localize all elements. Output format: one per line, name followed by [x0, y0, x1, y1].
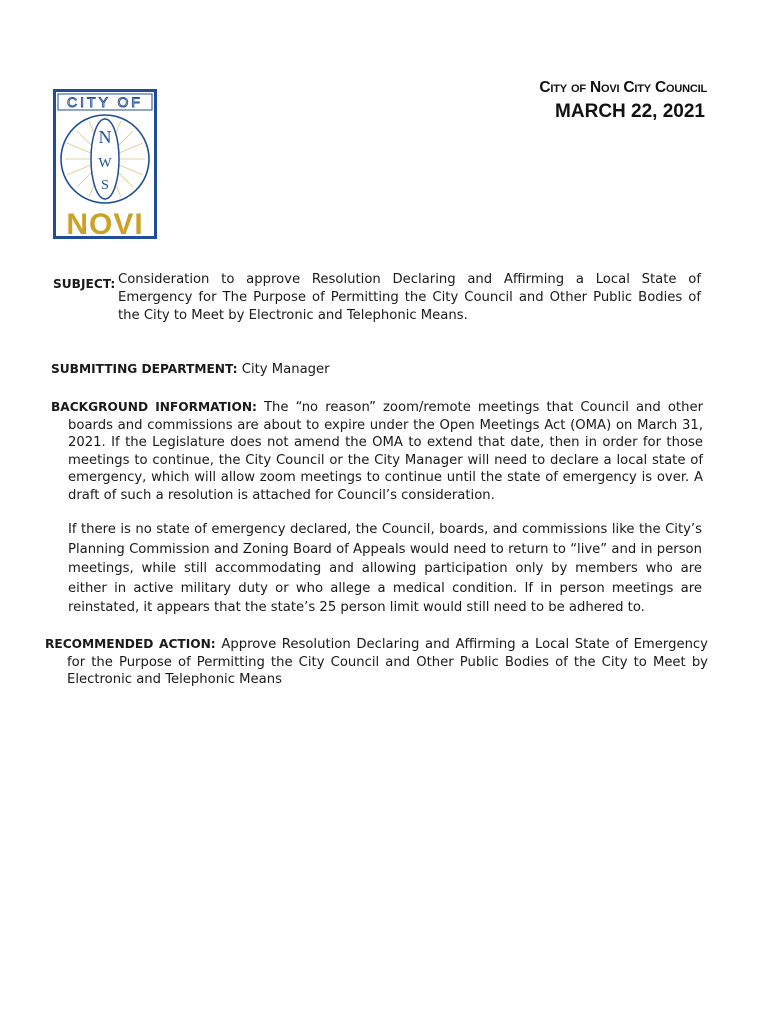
background-information: [51, 399, 703, 504]
subject-label: SUBJECT:: [53, 277, 116, 291]
background-paragraph-2: If there is no state of emergency declared, the Council, boards, and commissions like the City’s Planning Commission and Zoning Board of Appeals would need to return to “live” and in person meetings, while still accommodating and allowing participation only by members who are either in active military duty or who allege a medical condition. If in person meetings are reinstated, it appears that the state’s 25 person limit would still need to be adhered to.: [68, 522, 702, 615]
council-title: City of Novi City Council: [539, 79, 707, 96]
department-value: City Manager: [241, 362, 330, 377]
meeting-date: MARCH 22, 2021: [555, 101, 705, 122]
compass-n-icon: N: [98, 127, 112, 147]
recommended-text: Approve Resolution Declaring and Affirming a Local State of Emergency for the Purpose of Permitting the City Council and Other Public Bodies of the City to Meet by Electronic and Telephonic Means: [67, 637, 708, 687]
background-label: BACKGROUND INFORMATION:: [51, 400, 257, 414]
compass-s-icon: S: [101, 178, 109, 193]
city-of-novi-logo: [53, 89, 157, 239]
compass-w-icon: W: [98, 156, 112, 171]
recommended-action: [45, 636, 708, 689]
subject-text: Consideration to approve Resolution Declaring and Affirming a Local State of Emergency for The Purpose of Permitting the City Council and Other Public Bodies of the City to Meet by Electronic and Telephonic Means.: [118, 272, 701, 323]
logo-top-text: CITY OF: [67, 94, 143, 110]
background-text: The “no reason” zoom/remote meetings that Council and other boards and commissions are about to expire under the Open Meetings Act (OMA) on March 31, 2021. If the Legislature does not amend the OMA to extend that date, then in order for those meetings to continue, the City Council or the City Manager will need to declare a local state of emergency, which will allow zoom meetings to continue until the state of emergency is over. A draft of such a resolution is attached for Council’s consideration.: [68, 400, 703, 503]
recommended-label: RECOMMENDED ACTION:: [45, 637, 216, 651]
submitting-department: [51, 360, 330, 379]
logo-bottom-text: NOVI: [66, 208, 144, 239]
department-label: SUBMITTING DEPARTMENT:: [51, 362, 238, 376]
